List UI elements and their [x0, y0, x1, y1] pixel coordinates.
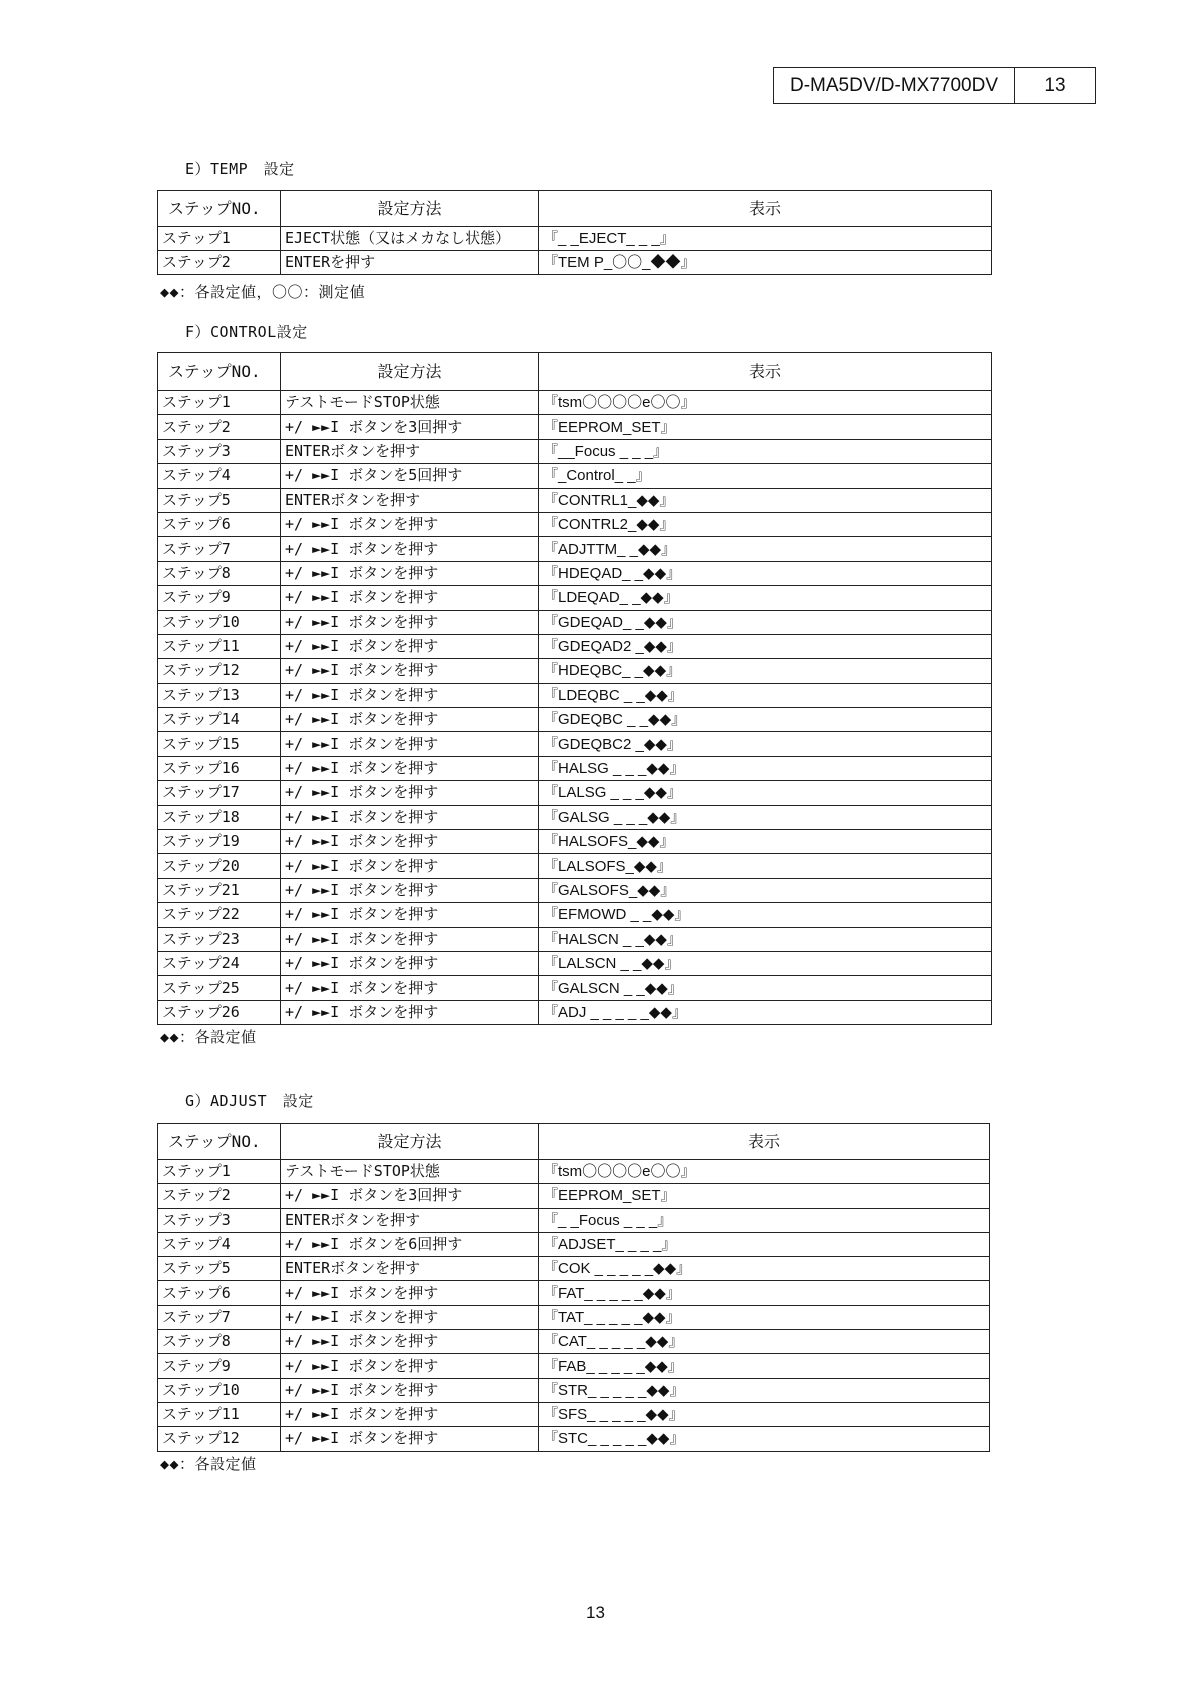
display-cell: 『SFS_ _ _ _ _◆◆』 [539, 1402, 990, 1426]
method-cell: +/ ►►I ボタンを押す [281, 512, 539, 536]
method-cell: +/ ►►I ボタンを押す [281, 634, 539, 658]
table-row [158, 732, 992, 756]
display-cell: 『_Control_ _』 [539, 464, 992, 488]
display-cell: 『EEPROM_SET』 [539, 1184, 990, 1208]
table-row [158, 659, 992, 683]
step-cell: ステップ20 [158, 854, 281, 878]
step-cell: ステップ19 [158, 830, 281, 854]
display-cell: 『HALSCN _ _◆◆』 [539, 927, 992, 951]
step-cell: ステップ1 [158, 391, 281, 415]
step-cell: ステップ21 [158, 878, 281, 902]
display-cell: 『ADJTTM_ _◆◆』 [539, 537, 992, 561]
method-cell: +/ ►►I ボタンを押す [281, 976, 539, 1000]
display-cell: 『ADJ _ _ _ _ _◆◆』 [539, 1000, 992, 1024]
header-box [773, 67, 1096, 104]
step-cell: ステップ24 [158, 951, 281, 975]
table-row [158, 1281, 990, 1305]
table-row [158, 464, 992, 488]
display-cell: 『EFMOWD _ _◆◆』 [539, 903, 992, 927]
method-cell: +/ ►►I ボタンを押す [281, 537, 539, 561]
step-cell: ステップ8 [158, 1330, 281, 1354]
display-cell: 『FAB_ _ _ _ _◆◆』 [539, 1354, 990, 1378]
display-cell: 『COK _ _ _ _ _◆◆』 [539, 1257, 990, 1281]
col-header-step: ステップNO. [158, 1124, 281, 1160]
display-cell: 『HDEQAD_ _◆◆』 [539, 561, 992, 585]
step-cell: ステップ10 [158, 1378, 281, 1402]
step-cell: ステップ11 [158, 1402, 281, 1426]
col-header-display: 表示 [539, 1124, 990, 1160]
step-cell: ステップ12 [158, 659, 281, 683]
method-cell: +/ ►►I ボタンを3回押す [281, 1184, 539, 1208]
table-row [158, 708, 992, 732]
method-cell: EJECT状態（又はメカなし状態） [281, 227, 539, 251]
method-cell: テストモードSTOP状態 [281, 391, 539, 415]
step-cell: ステップ16 [158, 756, 281, 780]
table-row [158, 903, 992, 927]
method-cell: +/ ►►I ボタンを5回押す [281, 464, 539, 488]
table-row [158, 537, 992, 561]
display-cell: 『STR_ _ _ _ _◆◆』 [539, 1378, 990, 1402]
step-cell: ステップ17 [158, 781, 281, 805]
display-cell: 『GDEQAD_ _◆◆』 [539, 610, 992, 634]
display-cell: 『HDEQBC_ _◆◆』 [539, 659, 992, 683]
step-cell: ステップ14 [158, 708, 281, 732]
method-cell: +/ ►►I ボタンを押す [281, 659, 539, 683]
model-number: D-MA5DV/D-MX7700DV [774, 68, 1015, 103]
method-cell: +/ ►►I ボタンを押す [281, 1402, 539, 1426]
display-cell: 『LALSCN _ _◆◆』 [539, 951, 992, 975]
step-cell: ステップ25 [158, 976, 281, 1000]
display-cell: 『HALSOFS_◆◆』 [539, 830, 992, 854]
step-cell: ステップ7 [158, 537, 281, 561]
table-row [158, 1330, 990, 1354]
table-row [158, 805, 992, 829]
display-cell: 『ADJSET_ _ _ _』 [539, 1232, 990, 1256]
display-cell: 『HALSG _ _ _◆◆』 [539, 756, 992, 780]
step-cell: ステップ4 [158, 1232, 281, 1256]
display-cell: 『tsm〇〇〇〇e〇〇』 [539, 1160, 990, 1184]
table-row [158, 488, 992, 512]
step-cell: ステップ18 [158, 805, 281, 829]
table-row [158, 512, 992, 536]
table-row [158, 854, 992, 878]
method-cell: +/ ►►I ボタンを押す [281, 1330, 539, 1354]
method-cell: +/ ►►I ボタンを押す [281, 561, 539, 585]
table-row [158, 1000, 992, 1024]
display-cell: 『GDEQBC2 _◆◆』 [539, 732, 992, 756]
step-cell: ステップ9 [158, 1354, 281, 1378]
display-cell: 『LALSOFS_◆◆』 [539, 854, 992, 878]
table-row [158, 683, 992, 707]
section-f-note: ◆◆：各設定値 [160, 1028, 257, 1046]
display-cell: 『CONTRL1_◆◆』 [539, 488, 992, 512]
table-row [158, 756, 992, 780]
display-cell: 『GALSOFS_◆◆』 [539, 878, 992, 902]
col-header-display: 表示 [539, 191, 992, 227]
method-cell: ENTERボタンを押す [281, 488, 539, 512]
method-cell: +/ ►►I ボタンを押す [281, 708, 539, 732]
display-cell: 『LDEQAD_ _◆◆』 [539, 586, 992, 610]
page-number: 13 [586, 1603, 605, 1622]
method-cell: +/ ►►I ボタンを押す [281, 805, 539, 829]
step-cell: ステップ8 [158, 561, 281, 585]
method-cell: +/ ►►I ボタンを押す [281, 927, 539, 951]
col-header-method: 設定方法 [281, 1124, 539, 1160]
display-cell: 『CAT_ _ _ _ _◆◆』 [539, 1330, 990, 1354]
table-row [158, 610, 992, 634]
table-row [158, 1257, 990, 1281]
step-cell: ステップ6 [158, 1281, 281, 1305]
step-cell: ステップ5 [158, 1257, 281, 1281]
method-cell: +/ ►►I ボタンを押す [281, 732, 539, 756]
method-cell: +/ ►►I ボタンを6回押す [281, 1232, 539, 1256]
display-cell: 『LALSG _ _ _◆◆』 [539, 781, 992, 805]
header-page-number: 13 [1044, 74, 1066, 96]
table-row [158, 1378, 990, 1402]
table-row [158, 1427, 990, 1451]
step-cell: ステップ12 [158, 1427, 281, 1451]
method-cell: テストモードSTOP状態 [281, 1160, 539, 1184]
method-cell: +/ ►►I ボタンを押す [281, 1281, 539, 1305]
table-row [158, 1232, 990, 1256]
step-cell: ステップ3 [158, 439, 281, 463]
section-e-note: ◆◆：各設定値，〇〇：測定値 [160, 283, 366, 301]
table-row [158, 586, 992, 610]
table-row [158, 1160, 990, 1184]
table-row [158, 1354, 990, 1378]
col-header-step: ステップNO. [158, 191, 281, 227]
method-cell: ENTERボタンを押す [281, 439, 539, 463]
temp-settings-table [157, 190, 992, 275]
section-g-title: G）ADJUST 設定 [185, 1092, 314, 1110]
table-row [158, 1305, 990, 1329]
display-cell: 『LDEQBC _ _◆◆』 [539, 683, 992, 707]
step-cell: ステップ6 [158, 512, 281, 536]
step-cell: ステップ26 [158, 1000, 281, 1024]
method-cell: +/ ►►I ボタンを押す [281, 610, 539, 634]
method-cell: +/ ►►I ボタンを押す [281, 903, 539, 927]
section-e-title: E）TEMP 設定 [185, 160, 295, 178]
table-row [158, 439, 992, 463]
adjust-settings-table [157, 1123, 990, 1452]
table-row [158, 561, 992, 585]
step-cell: ステップ2 [158, 415, 281, 439]
col-header-display: 表示 [539, 353, 992, 391]
table-row [158, 391, 992, 415]
method-cell: +/ ►►I ボタンを押す [281, 756, 539, 780]
display-cell: 『_ _EJECT_ _ _』 [539, 227, 992, 251]
table-row [158, 634, 992, 658]
step-cell: ステップ22 [158, 903, 281, 927]
step-cell: ステップ13 [158, 683, 281, 707]
method-cell: +/ ►►I ボタンを押す [281, 878, 539, 902]
table-row [158, 781, 992, 805]
col-header-method: 設定方法 [281, 191, 539, 227]
step-cell: ステップ23 [158, 927, 281, 951]
col-header-step: ステップNO. [158, 353, 281, 391]
display-cell: 『_ _Focus _ _ _』 [539, 1208, 990, 1232]
control-settings-table [157, 352, 992, 1025]
method-cell: +/ ►►I ボタンを押す [281, 1305, 539, 1329]
method-cell: +/ ►►I ボタンを押す [281, 1000, 539, 1024]
step-cell: ステップ2 [158, 1184, 281, 1208]
display-cell: 『GALSCN _ _◆◆』 [539, 976, 992, 1000]
display-cell: 『tsm〇〇〇〇e〇〇』 [539, 391, 992, 415]
method-cell: +/ ►►I ボタンを押す [281, 1354, 539, 1378]
col-header-method: 設定方法 [281, 353, 539, 391]
step-cell: ステップ9 [158, 586, 281, 610]
step-cell: ステップ5 [158, 488, 281, 512]
step-cell: ステップ3 [158, 1208, 281, 1232]
section-f-title: F）CONTROL設定 [185, 323, 308, 341]
step-cell: ステップ1 [158, 227, 281, 251]
step-cell: ステップ15 [158, 732, 281, 756]
display-cell: 『TAT_ _ _ _ _◆◆』 [539, 1305, 990, 1329]
table-row [158, 415, 992, 439]
method-cell: ENTERボタンを押す [281, 1208, 539, 1232]
method-cell: +/ ►►I ボタンを押す [281, 1378, 539, 1402]
method-cell: +/ ►►I ボタンを押す [281, 1427, 539, 1451]
display-cell: 『STC_ _ _ _ _◆◆』 [539, 1427, 990, 1451]
method-cell: +/ ►►I ボタンを押す [281, 683, 539, 707]
method-cell: +/ ►►I ボタンを押す [281, 951, 539, 975]
table-row [158, 1184, 990, 1208]
display-cell: 『EEPROM_SET』 [539, 415, 992, 439]
table-row [158, 976, 992, 1000]
display-cell: 『__Focus _ _ _』 [539, 439, 992, 463]
method-cell: +/ ►►I ボタンを押す [281, 830, 539, 854]
table-row [158, 1208, 990, 1232]
step-cell: ステップ11 [158, 634, 281, 658]
method-cell: ENTERを押す [281, 251, 539, 275]
method-cell: +/ ►►I ボタンを押す [281, 586, 539, 610]
table-row [158, 927, 992, 951]
method-cell: +/ ►►I ボタンを押す [281, 781, 539, 805]
display-cell: 『GDEQBC _ _◆◆』 [539, 708, 992, 732]
table-row [158, 227, 992, 251]
table-row [158, 830, 992, 854]
method-cell: +/ ►►I ボタンを3回押す [281, 415, 539, 439]
step-cell: ステップ1 [158, 1160, 281, 1184]
display-cell: 『GALSG _ _ _◆◆』 [539, 805, 992, 829]
step-cell: ステップ2 [158, 251, 281, 275]
step-cell: ステップ7 [158, 1305, 281, 1329]
display-cell: 『TEM P_〇〇_◆◆』 [539, 251, 992, 275]
table-row [158, 251, 992, 275]
method-cell: +/ ►►I ボタンを押す [281, 854, 539, 878]
table-row [158, 878, 992, 902]
table-row [158, 1402, 990, 1426]
display-cell: 『GDEQAD2 _◆◆』 [539, 634, 992, 658]
table-row [158, 951, 992, 975]
section-g-note: ◆◆：各設定値 [160, 1455, 257, 1473]
step-cell: ステップ4 [158, 464, 281, 488]
display-cell: 『FAT_ _ _ _ _◆◆』 [539, 1281, 990, 1305]
step-cell: ステップ10 [158, 610, 281, 634]
method-cell: ENTERボタンを押す [281, 1257, 539, 1281]
display-cell: 『CONTRL2_◆◆』 [539, 512, 992, 536]
